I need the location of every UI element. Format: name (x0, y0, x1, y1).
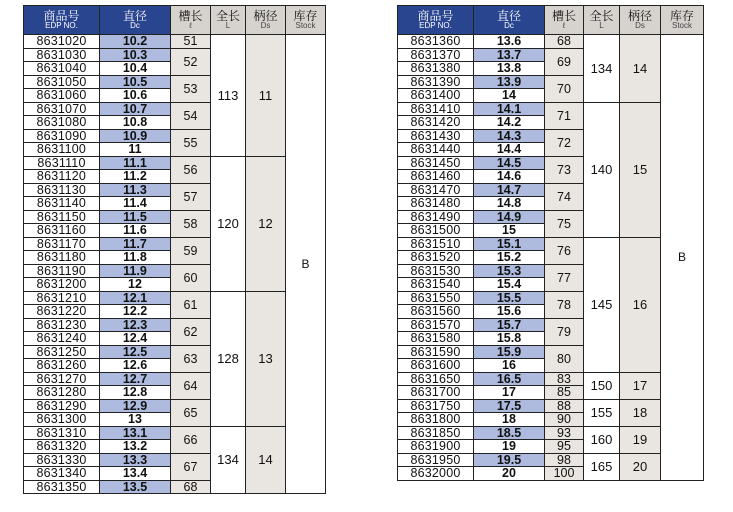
flute-length-cell: 63 (171, 345, 211, 372)
edp-cell: 8631380 (398, 62, 474, 76)
table-row (398, 372, 704, 386)
edp-cell: 8631700 (398, 386, 474, 400)
edp-cell: 8631040 (24, 62, 100, 76)
flute-length-cell: 66 (171, 426, 211, 453)
edp-cell: 8631260 (24, 359, 100, 373)
diameter-cell: 10.4 (100, 62, 171, 76)
edp-cell: 8631430 (398, 129, 474, 143)
edp-cell: 8631800 (398, 413, 474, 427)
flute-length-cell: 90 (545, 413, 584, 427)
edp-cell: 8631080 (24, 116, 100, 130)
edp-cell: 8631250 (24, 345, 100, 359)
edp-cell: 8631310 (24, 426, 100, 440)
flute-length-cell: 60 (171, 264, 211, 291)
edp-cell: 8631540 (398, 278, 474, 292)
overall-length-cell: 140 (584, 102, 620, 237)
shank-diameter-cell: 19 (620, 426, 661, 453)
edp-cell: 8631060 (24, 89, 100, 103)
shank-diameter-cell: 20 (620, 453, 661, 480)
diameter-cell: 10.9 (100, 129, 171, 143)
edp-cell: 8631550 (398, 291, 474, 305)
diameter-cell: 13.3 (100, 453, 171, 467)
flute-length-cell: 76 (545, 237, 584, 264)
diameter-cell: 19.5 (474, 453, 545, 467)
diameter-cell: 13.2 (100, 440, 171, 454)
diameter-cell: 15.7 (474, 318, 545, 332)
edp-cell: 8631400 (398, 89, 474, 103)
diameter-cell: 14.1 (474, 102, 545, 116)
table-row (24, 291, 326, 305)
edp-cell: 8631570 (398, 318, 474, 332)
stock-header-en: Stock (295, 21, 316, 31)
table-body (24, 35, 326, 494)
edp-cell: 8631210 (24, 291, 100, 305)
edp-cell: 8631190 (24, 264, 100, 278)
diameter-cell: 11.3 (100, 183, 171, 197)
edp-cell: 8631150 (24, 210, 100, 224)
flute-length-cell: 95 (545, 440, 584, 454)
edp-cell: 8631110 (24, 156, 100, 170)
edp-cell: 8631220 (24, 305, 100, 319)
edp-cell: 8631490 (398, 210, 474, 224)
flute-length-header-cn: 槽长 (551, 8, 576, 23)
diameter-cell: 12.7 (100, 372, 171, 386)
edp-header-en: EDP NO. (45, 21, 78, 31)
overall-length-cell: 145 (584, 237, 620, 372)
diameter-cell: 12.1 (100, 291, 171, 305)
shank-diameter-header-cn: 柄径 (253, 8, 278, 23)
flute-length-cell: 74 (545, 183, 584, 210)
diameter-cell: 17 (474, 386, 545, 400)
overall-length-header (584, 6, 620, 35)
table-row (24, 426, 326, 440)
edp-cell: 8631560 (398, 305, 474, 319)
edp-cell: 8631270 (24, 372, 100, 386)
edp-cell: 8631240 (24, 332, 100, 346)
diameter-cell: 10.2 (100, 35, 171, 49)
edp-cell: 8631100 (24, 143, 100, 157)
edp-header-en: EDP NO. (419, 21, 452, 31)
flute-length-cell: 67 (171, 453, 211, 480)
diameter-cell: 11.4 (100, 197, 171, 211)
flute-length-cell: 100 (545, 467, 584, 481)
flute-length-header-en: ℓ (189, 21, 192, 31)
diameter-cell: 15.4 (474, 278, 545, 292)
diameter-cell: 15.9 (474, 345, 545, 359)
shank-diameter-cell: 12 (246, 156, 286, 291)
edp-cell: 8631850 (398, 426, 474, 440)
overall-length-cell: 165 (584, 453, 620, 480)
stock-header-cn: 库存 (293, 8, 318, 23)
diameter-header-cn: 直径 (122, 8, 147, 23)
edp-cell: 8631030 (24, 48, 100, 62)
flute-length-cell: 75 (545, 210, 584, 237)
flute-length-cell: 65 (171, 399, 211, 426)
edp-cell: 8631370 (398, 48, 474, 62)
diameter-cell: 19 (474, 440, 545, 454)
stock-header (661, 6, 704, 35)
stock-cell: B (661, 35, 704, 481)
diameter-cell: 12.8 (100, 386, 171, 400)
diameter-cell: 14.2 (474, 116, 545, 130)
overall-length-cell: 150 (584, 372, 620, 399)
edp-cell: 8631580 (398, 332, 474, 346)
diameter-cell: 15.3 (474, 264, 545, 278)
edp-cell: 8631440 (398, 143, 474, 157)
shank-diameter-cell: 15 (620, 102, 661, 237)
flute-length-cell: 64 (171, 372, 211, 399)
diameter-cell: 10.7 (100, 102, 171, 116)
diameter-cell: 12.2 (100, 305, 171, 319)
diameter-cell: 10.8 (100, 116, 171, 130)
diameter-cell: 11.9 (100, 264, 171, 278)
edp-cell: 8631290 (24, 399, 100, 413)
diameter-cell: 13.8 (474, 62, 545, 76)
edp-header-cn: 商品号 (417, 8, 454, 23)
diameter-cell: 14.8 (474, 197, 545, 211)
diameter-cell: 12 (100, 278, 171, 292)
diameter-cell: 11.7 (100, 237, 171, 251)
diameter-cell: 14.4 (474, 143, 545, 157)
diameter-cell: 11.1 (100, 156, 171, 170)
edp-cell: 8631180 (24, 251, 100, 265)
overall-length-header-en: L (225, 21, 231, 31)
diameter-cell: 14.9 (474, 210, 545, 224)
diameter-cell: 14.5 (474, 156, 545, 170)
edp-cell: 8631020 (24, 35, 100, 49)
diameter-cell: 17.5 (474, 399, 545, 413)
flute-length-cell: 59 (171, 237, 211, 264)
diameter-cell: 15.6 (474, 305, 545, 319)
stock-cell: B (286, 35, 326, 494)
table-row (24, 156, 326, 170)
edp-cell: 8631520 (398, 251, 474, 265)
stock-header-en: Stock (671, 21, 692, 31)
overall-length-cell: 155 (584, 399, 620, 426)
flute-length-cell: 85 (545, 386, 584, 400)
edp-cell: 8631090 (24, 129, 100, 143)
shank-diameter-header-cn: 柄径 (627, 8, 652, 23)
overall-length-header-cn: 全长 (589, 8, 614, 23)
table-body (398, 35, 704, 481)
edp-cell: 8631070 (24, 102, 100, 116)
diameter-cell: 12.3 (100, 318, 171, 332)
edp-cell: 8631130 (24, 183, 100, 197)
diameter-cell: 11.2 (100, 170, 171, 184)
edp-cell: 8631500 (398, 224, 474, 238)
overall-length-header-en: L (599, 21, 604, 31)
edp-cell: 8631900 (398, 440, 474, 454)
flute-length-cell: 68 (171, 480, 211, 494)
diameter-cell: 15.5 (474, 291, 545, 305)
table-row (398, 102, 704, 116)
overall-length-cell: 120 (211, 156, 246, 291)
shank-diameter-header-en: Ds (260, 21, 271, 31)
table-row (398, 399, 704, 413)
edp-cell: 8631450 (398, 156, 474, 170)
edp-cell: 8631330 (24, 453, 100, 467)
diameter-cell: 12.4 (100, 332, 171, 346)
flute-length-cell: 58 (171, 210, 211, 237)
edp-cell: 8631650 (398, 372, 474, 386)
shank-diameter-header (246, 6, 286, 35)
flute-length-cell: 73 (545, 156, 584, 183)
edp-cell: 8631480 (398, 197, 474, 211)
diameter-cell: 11.6 (100, 224, 171, 238)
diameter-cell: 12.6 (100, 359, 171, 373)
diameter-cell: 11.8 (100, 251, 171, 265)
flute-length-cell: 53 (171, 75, 211, 102)
overall-length-header-cn: 全长 (215, 8, 240, 23)
diameter-header (474, 6, 545, 35)
flute-length-cell: 78 (545, 291, 584, 318)
shank-diameter-cell: 13 (246, 291, 286, 426)
edp-cell: 8631300 (24, 413, 100, 427)
diameter-header (100, 6, 171, 35)
flute-length-header (545, 6, 584, 35)
overall-length-cell: 134 (211, 426, 246, 494)
table-row (398, 426, 704, 440)
edp-header (398, 6, 474, 35)
edp-cell: 8631460 (398, 170, 474, 184)
diameter-cell: 10.3 (100, 48, 171, 62)
diameter-cell: 11 (100, 143, 171, 157)
table-header (24, 6, 326, 35)
overall-length-header (211, 6, 246, 35)
flute-length-cell: 80 (545, 345, 584, 372)
shank-diameter-cell: 17 (620, 372, 661, 399)
diameter-cell: 13 (100, 413, 171, 427)
flute-length-cell: 93 (545, 426, 584, 440)
flute-length-cell: 57 (171, 183, 211, 210)
flute-length-cell: 54 (171, 102, 211, 129)
edp-cell: 8631420 (398, 116, 474, 130)
diameter-cell: 13.5 (100, 480, 171, 494)
edp-cell: 8631280 (24, 386, 100, 400)
edp-cell: 8631530 (398, 264, 474, 278)
diameter-cell: 10.5 (100, 75, 171, 89)
diameter-cell: 13.7 (474, 48, 545, 62)
stock-header-cn: 库存 (669, 8, 694, 23)
flute-length-cell: 71 (545, 102, 584, 129)
flute-length-cell: 79 (545, 318, 584, 345)
edp-cell: 8632000 (398, 467, 474, 481)
edp-header (24, 6, 100, 35)
table-row (24, 35, 326, 49)
shank-diameter-cell: 14 (246, 426, 286, 494)
flute-length-cell: 62 (171, 318, 211, 345)
diameter-cell: 16 (474, 359, 545, 373)
edp-cell: 8631350 (24, 480, 100, 494)
table-row (398, 237, 704, 251)
diameter-cell: 15.8 (474, 332, 545, 346)
overall-length-cell: 113 (211, 35, 246, 157)
edp-cell: 8631050 (24, 75, 100, 89)
edp-cell: 8631390 (398, 75, 474, 89)
flute-length-cell: 56 (171, 156, 211, 183)
flute-length-cell: 52 (171, 48, 211, 75)
diameter-cell: 15 (474, 224, 545, 238)
edp-cell: 8631340 (24, 467, 100, 481)
shank-diameter-cell: 14 (620, 35, 661, 103)
flute-length-cell: 61 (171, 291, 211, 318)
diameter-header-en: Dc (130, 21, 140, 31)
flute-length-header-en: ℓ (562, 21, 566, 31)
flute-length-cell: 98 (545, 453, 584, 467)
overall-length-cell: 160 (584, 426, 620, 453)
diameter-cell: 14.6 (474, 170, 545, 184)
flute-length-cell: 51 (171, 35, 211, 49)
overall-length-cell: 128 (211, 291, 246, 426)
edp-cell: 8631360 (398, 35, 474, 49)
overall-length-cell: 134 (584, 35, 620, 103)
diameter-cell: 13.4 (100, 467, 171, 481)
flute-length-cell: 70 (545, 75, 584, 102)
diameter-cell: 12.5 (100, 345, 171, 359)
edp-cell: 8631140 (24, 197, 100, 211)
edp-cell: 8631120 (24, 170, 100, 184)
diameter-cell: 18.5 (474, 426, 545, 440)
flute-length-cell: 69 (545, 48, 584, 75)
edp-cell: 8631510 (398, 237, 474, 251)
table-row (398, 453, 704, 467)
edp-cell: 8631170 (24, 237, 100, 251)
diameter-cell: 13.6 (474, 35, 545, 49)
shank-diameter-header (620, 6, 661, 35)
edp-cell: 8631950 (398, 453, 474, 467)
diameter-cell: 13.1 (100, 426, 171, 440)
diameter-cell: 10.6 (100, 89, 171, 103)
flute-length-header-cn: 槽长 (178, 8, 203, 23)
stock-header (286, 6, 326, 35)
diameter-header-cn: 直径 (496, 8, 521, 23)
flute-length-cell: 83 (545, 372, 584, 386)
flute-length-cell: 68 (545, 35, 584, 49)
diameter-cell: 14 (474, 89, 545, 103)
flute-length-cell: 72 (545, 129, 584, 156)
shank-diameter-header-en: Ds (635, 21, 645, 31)
diameter-cell: 15.1 (474, 237, 545, 251)
diameter-cell: 16.5 (474, 372, 545, 386)
shank-diameter-cell: 16 (620, 237, 661, 372)
spec-table-left (23, 5, 326, 494)
flute-length-cell: 55 (171, 129, 211, 156)
diameter-cell: 12.9 (100, 399, 171, 413)
edp-cell: 8631750 (398, 399, 474, 413)
diameter-cell: 18 (474, 413, 545, 427)
table-header (398, 6, 704, 35)
edp-header-cn: 商品号 (43, 8, 80, 23)
diameter-cell: 20 (474, 467, 545, 481)
edp-cell: 8631230 (24, 318, 100, 332)
diameter-cell: 14.3 (474, 129, 545, 143)
flute-length-cell: 77 (545, 264, 584, 291)
shank-diameter-cell: 11 (246, 35, 286, 157)
edp-cell: 8631410 (398, 102, 474, 116)
edp-cell: 8631600 (398, 359, 474, 373)
edp-cell: 8631590 (398, 345, 474, 359)
edp-cell: 8631320 (24, 440, 100, 454)
diameter-cell: 11.5 (100, 210, 171, 224)
diameter-cell: 13.9 (474, 75, 545, 89)
shank-diameter-cell: 18 (620, 399, 661, 426)
diameter-cell: 14.7 (474, 183, 545, 197)
diameter-cell: 15.2 (474, 251, 545, 265)
table-row (398, 35, 704, 49)
edp-cell: 8631160 (24, 224, 100, 238)
edp-cell: 8631470 (398, 183, 474, 197)
diameter-header-en: Dc (504, 21, 514, 31)
edp-cell: 8631200 (24, 278, 100, 292)
flute-length-cell: 88 (545, 399, 584, 413)
flute-length-header (171, 6, 211, 35)
spec-table-right (397, 5, 704, 481)
